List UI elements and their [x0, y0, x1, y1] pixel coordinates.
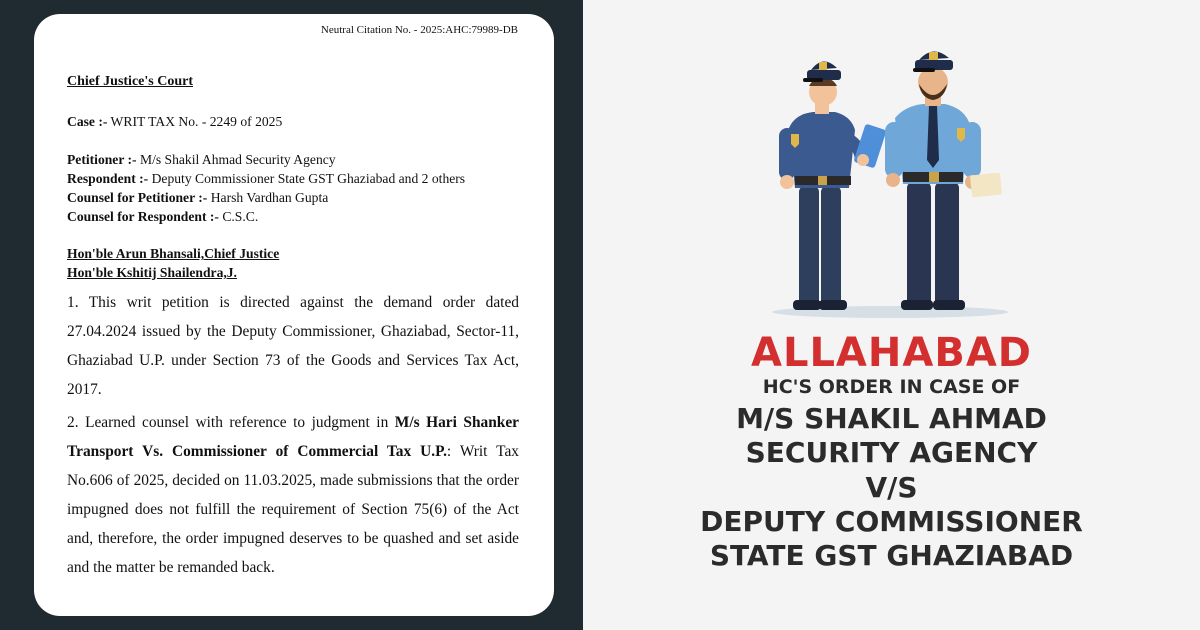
- petitioner-line: [67, 150, 519, 169]
- headline-respondent-line1: DEPUTY COMMISSIONER: [700, 505, 1083, 538]
- paragraph-1: 1. This writ petition is directed against the demand order dated 27.04.2024 issued by the Deputy Commissioner, Ghaziabad, Sector-11, Ghaziabad U.P. under Section 73 of the Goods and Services Tax Act, 2017.: [67, 294, 519, 398]
- counsel-respondent-name: C.S.C.: [222, 209, 259, 224]
- respondent-label: Respondent :-: [67, 171, 149, 186]
- paragraph-2: [67, 408, 519, 582]
- counsel-respondent-label: Counsel for Respondent :-: [67, 209, 219, 224]
- counsel-petitioner-line: [67, 188, 519, 207]
- counsel-petitioner-label: Counsel for Petitioner :-: [67, 190, 208, 205]
- respondent-line: [67, 169, 519, 188]
- paragraph-2-start: 2. Learned counsel with reference to judgment in: [67, 414, 395, 431]
- case-label: Case :-: [67, 114, 108, 129]
- respondent-name: Deputy Commissioner State GST Ghaziabad and 2 others: [151, 171, 466, 186]
- judge-chief-justice: Hon'ble Arun Bhansali,Chief Justice: [67, 246, 280, 261]
- paragraph-2-case-citation: M/s Hari Shanker Transport Vs. Commissioner of Commercial Tax U.P.: [67, 414, 519, 460]
- headline-respondent-line2: STATE GST GHAZIABAD: [709, 539, 1074, 572]
- court-name: Chief Justice's Court: [67, 74, 193, 89]
- police-officers-illustration: [765, 48, 1015, 320]
- counsel-petitioner-name: Harsh Vardhan Gupta: [210, 190, 329, 205]
- parties-block: [67, 150, 519, 226]
- counsel-respondent-line: [67, 207, 519, 226]
- headline-petitioner-line1: M/S SHAKIL AHMAD: [736, 402, 1047, 435]
- headline-petitioner-line2: SECURITY AGENCY: [745, 436, 1038, 469]
- headline-subtitle: HC'S ORDER IN CASE OF: [762, 376, 1021, 398]
- case-line: [67, 112, 519, 131]
- petitioner-name: M/s Shakil Ahmad Security Agency: [139, 152, 336, 167]
- headline-versus: V/S: [865, 471, 918, 504]
- case-number: WRIT TAX No. - 2249 of 2025: [110, 114, 283, 129]
- court-order-document: [34, 14, 554, 616]
- neutral-citation: Neutral Citation No. - 2025:AHC:79989-DB: [320, 24, 518, 36]
- document-body: [67, 74, 519, 582]
- officer-right-figure: [885, 51, 1002, 310]
- petitioner-label: Petitioner :-: [67, 152, 137, 167]
- headline-panel: [583, 0, 1200, 630]
- paragraph-2-rest: : Writ Tax No.606 of 2025, decided on 11.03.2025, made submissions that the order impugned does not fulfill the requirement of Section 75(6) of the Act and, therefore, the order impugned deserves to be quashed and set aside and the matter be remanded back.: [67, 443, 519, 576]
- headline-court: ALLAHABAD: [751, 330, 1032, 376]
- officer-left-figure: [779, 61, 887, 310]
- judge-second: Hon'ble Kshitij Shailendra,J.: [67, 265, 237, 280]
